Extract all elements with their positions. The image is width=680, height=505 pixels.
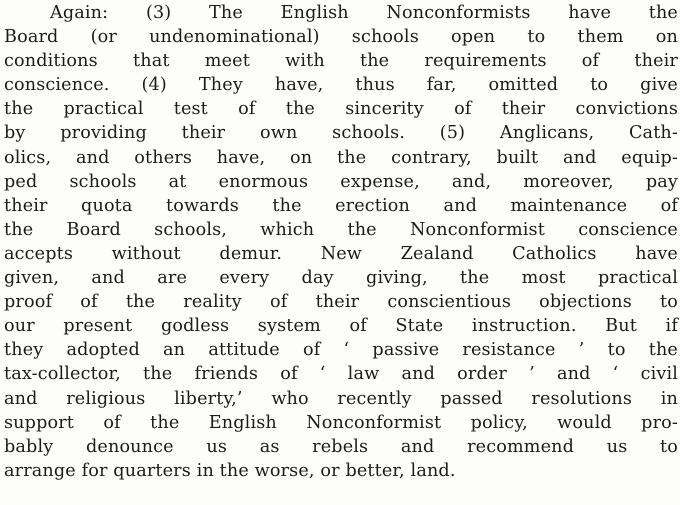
text-line: their quota towards the erection and maintenance of	[4, 195, 678, 216]
text-line: Board (or undenominational) schools open to them on	[4, 27, 678, 48]
text-line: the practical test of the sincerity of their convictions	[4, 99, 678, 120]
text-line: conditions that meet with the requirements of their	[4, 51, 678, 72]
text-line: they adopted an attitude of ‘ passive resistance ’ to the	[4, 340, 678, 361]
text-line: arrange for quarters in the worse, or better, land.	[4, 460, 456, 481]
text-line: tax-collector, the friends of ‘ law and order ’ and ‘ civil	[4, 364, 678, 385]
text-line: the Board schools, which the Nonconformist conscience	[4, 219, 678, 240]
text-line: conscience. (4) They have, thus far, omitted to give	[4, 75, 678, 96]
article-paragraph	[4, 1, 678, 483]
text-line: Again: (3) The English Nonconformists have the	[50, 3, 678, 23]
text-line: and religious liberty,’ who recently passed resolutions in	[4, 388, 678, 409]
text-line: olics, and others have, on the contrary, built and equip-	[4, 147, 678, 168]
text-line: our present godless system of State instruction. But if	[4, 316, 678, 337]
text-line: given, and are every day giving, the most practical	[4, 268, 678, 289]
text-line: by providing their own schools. (5) Anglicans, Cath-	[4, 123, 678, 144]
text-line: proof of the reality of their conscientious objections to	[4, 292, 678, 313]
text-line: ped schools at enormous expense, and, moreover, pay	[4, 171, 678, 192]
text-line: accepts without demur. New Zealand Catholics have	[4, 243, 678, 264]
text-line: support of the English Nonconformist policy, would pro-	[4, 412, 678, 433]
text-line: bably denounce us as rebels and recommend us to	[4, 436, 678, 457]
